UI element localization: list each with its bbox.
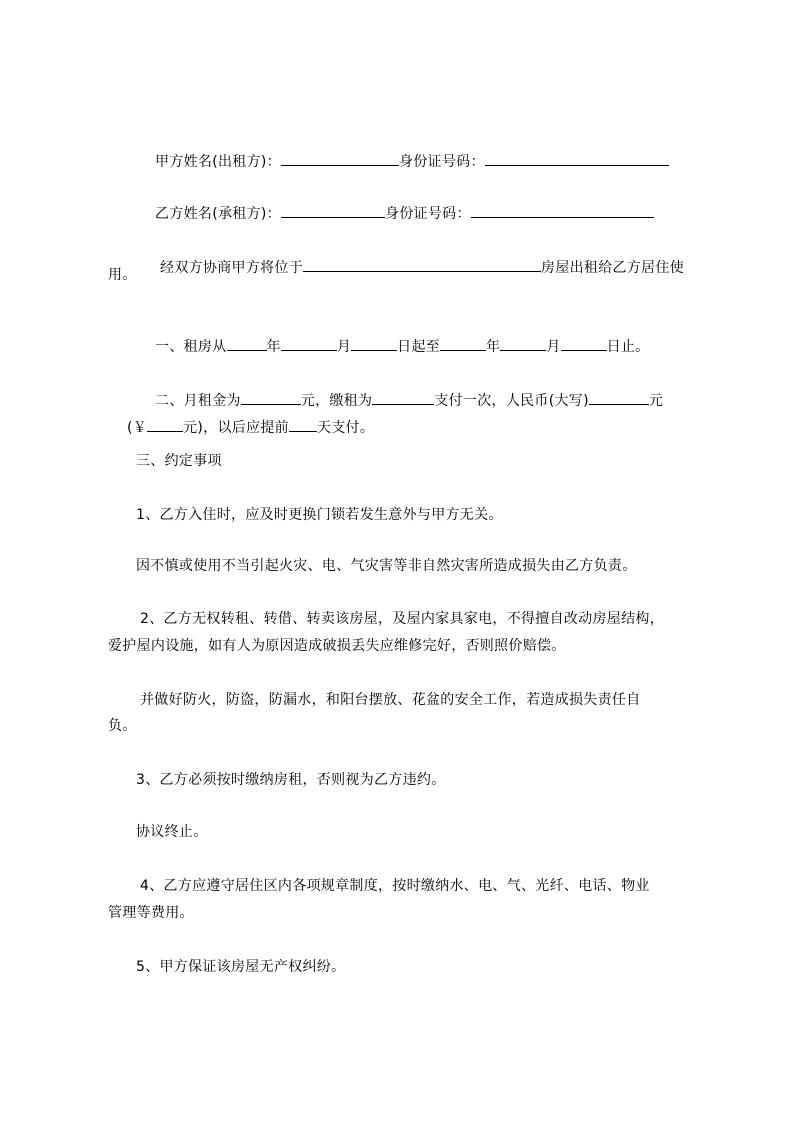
intro-prefix: 经双方协商甲方将位于 (160, 260, 304, 276)
start-year-blank (227, 336, 267, 351)
clause3-heading: 三、约定事项 (136, 453, 222, 469)
clause1-a: 一、租房从 (155, 339, 227, 355)
end-month-blank (500, 336, 546, 351)
lessee-name-blank (281, 203, 385, 218)
lessor-id-label: 身份证号码： (398, 154, 485, 170)
clause3-item3: 3、乙方必须按时缴纳房租，否则视为乙方违约。 (136, 772, 446, 788)
clause3-item2c: 并做好防火，防盗，防漏水，和阳台摆放、花盆的安全工作，若造成损失责任自 (140, 692, 641, 708)
clause2-c: 支付一次，人民币(大写) (434, 393, 589, 409)
clause2-g: 天支付。 (316, 420, 375, 436)
clause2-f: 元)，以后应提前 (183, 420, 289, 436)
clause1-line (136, 316, 650, 377)
clause3-item2a: 2、乙方无权转租、转借、转卖该房屋，及屋内家具家电，不得擅自改动房屋结构， (140, 611, 665, 627)
clause1-e: 年 (486, 339, 501, 355)
clause1-f: 月 (546, 339, 561, 355)
clause3-item3b: 协议终止。 (136, 824, 208, 840)
clause2-cont (108, 397, 374, 458)
clause1-b: 年 (266, 339, 281, 355)
clause3-item2d: 负。 (108, 718, 137, 734)
clause3-item4b: 管理等费用。 (108, 905, 194, 921)
intro-suffix: 房屋出租给乙方居住使 (541, 260, 685, 276)
lessor-label: 甲方姓名(出租方)： (155, 154, 281, 170)
lessee-label: 乙方姓名(承租方)： (155, 206, 281, 222)
clause1-g: 日止。 (606, 339, 650, 355)
clause3-item1b: 因不慎或使用不当引起火灾、电、气灾害等非自然灾害所造成损失由乙方负责。 (136, 558, 637, 574)
rmb-capital-blank (589, 390, 649, 405)
house-address-blank (303, 257, 541, 272)
clause3-item2b: 爱护屋内设施，如有人为原因造成破损丢失应维修完好，否则照价赔偿。 (108, 638, 566, 654)
end-day-blank (561, 336, 607, 351)
start-month-blank (281, 336, 337, 351)
start-day-blank (351, 336, 397, 351)
intro-line (141, 237, 684, 298)
clause1-d: 日起至 (397, 339, 441, 355)
end-year-blank (440, 336, 486, 351)
rmb-number-blank (147, 417, 183, 432)
lessor-name-blank (281, 151, 399, 166)
advance-days-blank (289, 417, 317, 432)
clause1-c: 月 (336, 339, 352, 355)
lessee-id-label: 身份证号码： (384, 206, 471, 222)
lessee-line (136, 183, 654, 244)
intro-cont: 用。 (108, 267, 137, 283)
clause2-a: 二、月租金为 (155, 393, 241, 409)
payment-period-blank (372, 390, 434, 405)
clause3-item1: 1、乙方入住时，应及时更换门锁若发生意外与甲方无关。 (136, 507, 503, 523)
clause3-item4a: 4、乙方应遵守居住区内各项规章制度，按时缴纳水、电、气、光纤、电话、物业 (140, 878, 650, 894)
lessee-id-blank (471, 203, 654, 218)
clause2-e: (￥ (127, 420, 148, 436)
clause2-b: 元，缴租为 (300, 393, 373, 409)
clause2-d: 元 (648, 393, 664, 409)
lessor-id-blank (485, 151, 669, 166)
clause3-item5: 5、甲方保证该房屋无产权纠纷。 (136, 959, 346, 975)
